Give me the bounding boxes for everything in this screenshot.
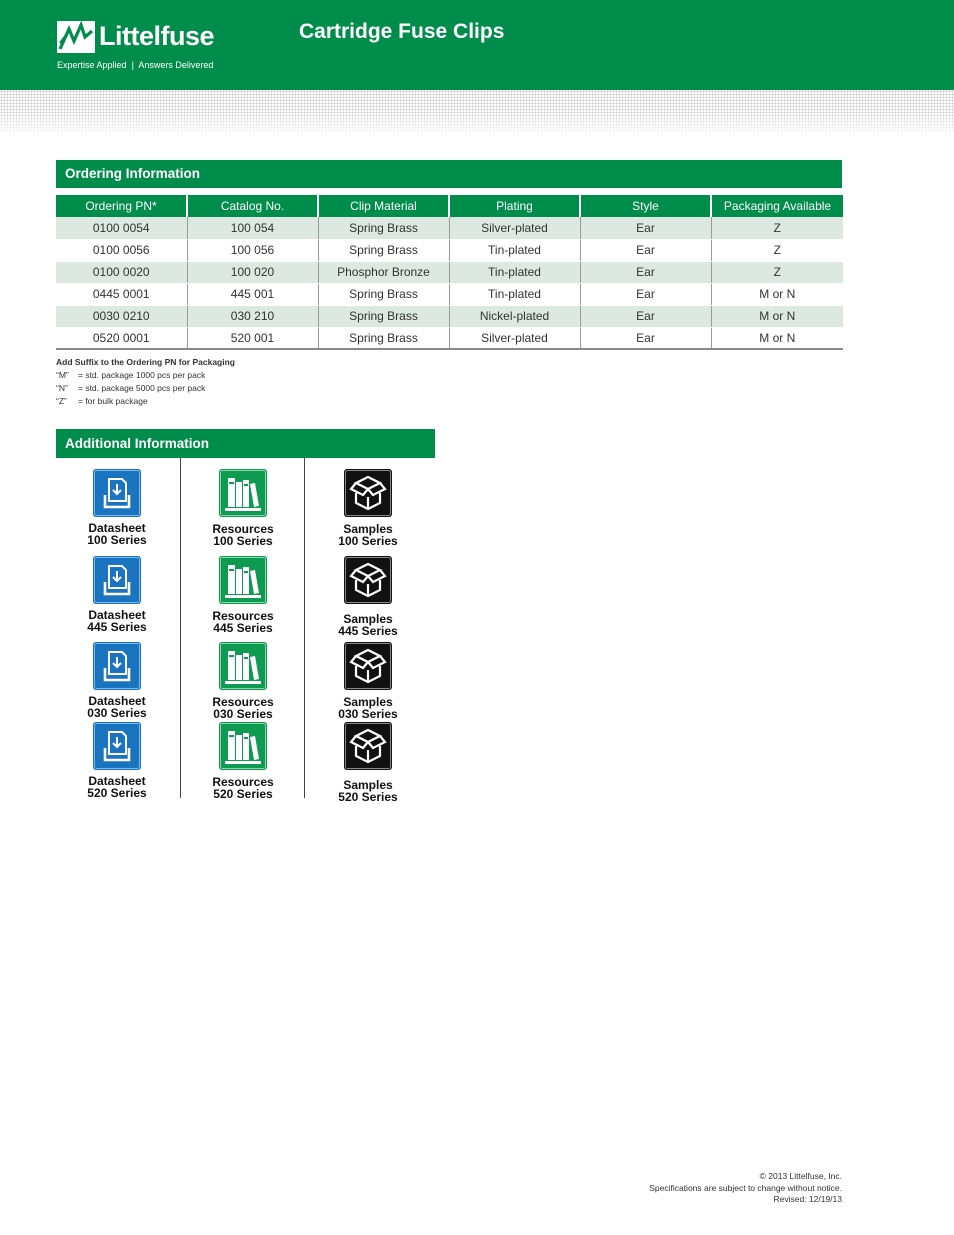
packaging-note [56, 395, 235, 408]
table-cell: Nickel-plated [449, 305, 580, 327]
table-cell: Silver-plated [449, 327, 580, 349]
table-cell: 100 054 [187, 217, 318, 239]
packaging-notes-title: Add Suffix to the Ordering PN for Packaging [56, 357, 235, 367]
samples-100-link[interactable] [313, 469, 423, 547]
resources-445-link[interactable] [188, 556, 298, 634]
table-cell: 0520 0001 [56, 327, 187, 349]
tile-label-title: Samples [343, 778, 393, 792]
table-cell: Ear [580, 217, 711, 239]
table-cell: Ear [580, 305, 711, 327]
column-divider [304, 458, 305, 798]
table-cell: Tin-plated [449, 239, 580, 261]
table-cell: Phosphor Bronze [318, 261, 449, 283]
tile-label-title: Samples [343, 695, 393, 709]
table-cell: Z [711, 261, 843, 283]
ordering-table [56, 195, 843, 350]
samples-030-link[interactable] [313, 642, 423, 720]
table-cell: Ear [580, 283, 711, 305]
datasheet-download-icon [93, 469, 141, 517]
tile-label-title: Resources [212, 522, 274, 536]
tile-label-series: 445 Series [213, 621, 273, 635]
resources-books-icon [219, 556, 267, 604]
table-cell: Tin-plated [449, 261, 580, 283]
page-title: Cartridge Fuse Clips [299, 20, 505, 43]
table-cell: 030 210 [187, 305, 318, 327]
packaging-note [56, 369, 235, 382]
note-key: “Z” [56, 396, 67, 406]
tagline-separator: | [129, 60, 139, 70]
datasheet-520-link[interactable] [62, 722, 172, 799]
littelfuse-logo[interactable] [57, 19, 227, 74]
tile-label-title: Resources [212, 695, 274, 709]
table-cell: Z [711, 239, 843, 261]
brand-tagline [57, 60, 213, 70]
resources-030-link[interactable] [188, 642, 298, 720]
tile-label-series: 100 Series [338, 534, 398, 548]
note-text: = std. package 1000 pcs per pack [78, 370, 206, 380]
table-cell: 0100 0056 [56, 239, 187, 261]
tile-label-title: Samples [343, 522, 393, 536]
tile-label-series: 520 Series [338, 790, 398, 804]
tagline-right: Answers Delivered [138, 60, 214, 70]
tile-label-series: 445 Series [338, 624, 398, 638]
tile-label-series: 030 Series [338, 707, 398, 721]
tile-label-title: Datasheet [88, 774, 146, 788]
table-cell: Ear [580, 327, 711, 349]
tile-label-series: 100 Series [87, 533, 147, 547]
samples-box-icon [344, 642, 392, 690]
footer-disclaimer: Specifications are subject to change without notice. [649, 1182, 842, 1193]
footer-revision: Revised: 12/19/13 [773, 1194, 842, 1204]
table-row [56, 327, 843, 349]
header-dot-pattern [0, 90, 954, 132]
column-header-style: Style [580, 195, 711, 217]
note-text: = for bulk package [78, 396, 148, 406]
table-cell: Spring Brass [318, 239, 449, 261]
table-cell: M or N [711, 327, 843, 349]
table-cell: 100 020 [187, 261, 318, 283]
datasheet-download-icon [93, 642, 141, 690]
column-divider [180, 458, 181, 798]
resources-520-link[interactable] [188, 722, 298, 800]
table-cell: Silver-plated [449, 217, 580, 239]
table-cell: Tin-plated [449, 283, 580, 305]
datasheet-445-link[interactable] [62, 556, 172, 633]
packaging-note [56, 382, 235, 395]
column-header-clip-material: Clip Material [318, 195, 449, 217]
table-cell: 100 056 [187, 239, 318, 261]
tile-label-series: 100 Series [213, 534, 273, 548]
table-cell: M or N [711, 305, 843, 327]
table-cell: 0100 0020 [56, 261, 187, 283]
page-header [0, 0, 954, 90]
table-cell: Spring Brass [318, 327, 449, 349]
resources-books-icon [219, 642, 267, 690]
brand-name: Littelfuse [99, 21, 215, 51]
datasheet-download-icon [93, 722, 141, 770]
table-cell: 520 001 [187, 327, 318, 349]
resources-100-link[interactable] [188, 469, 298, 547]
table-cell: Ear [580, 261, 711, 283]
tile-label-title: Datasheet [88, 694, 146, 708]
table-cell: M or N [711, 283, 843, 305]
datasheet-030-link[interactable] [62, 642, 172, 719]
table-header-row [56, 195, 843, 217]
column-header-catalog-no: Catalog No. [187, 195, 318, 217]
resources-books-icon [219, 722, 267, 770]
samples-box-icon [344, 556, 392, 604]
samples-445-link[interactable] [313, 556, 423, 637]
column-header-packaging: Packaging Available [711, 195, 843, 217]
resources-books-icon [219, 469, 267, 517]
table-row [56, 305, 843, 327]
tile-label-series: 030 Series [213, 707, 273, 721]
table-cell: Ear [580, 239, 711, 261]
samples-box-icon [344, 469, 392, 517]
additional-information-heading: Additional Information [56, 429, 435, 458]
packaging-notes [56, 356, 235, 408]
tile-label-series: 520 Series [87, 786, 147, 800]
table-cell: Spring Brass [318, 305, 449, 327]
tile-label-title: Resources [212, 775, 274, 789]
tile-label-title: Samples [343, 612, 393, 626]
table-cell: Spring Brass [318, 217, 449, 239]
page-footer [649, 1171, 842, 1206]
tile-label-title: Datasheet [88, 608, 146, 622]
tile-label-title: Resources [212, 609, 274, 623]
table-cell: 445 001 [187, 283, 318, 305]
table-cell: Z [711, 217, 843, 239]
datasheet-download-icon [93, 556, 141, 604]
tile-label-series: 520 Series [213, 787, 273, 801]
table-cell: 0445 0001 [56, 283, 187, 305]
note-text: = std. package 5000 pcs per pack [78, 383, 206, 393]
column-header-ordering-pn: Ordering PN* [56, 195, 187, 217]
ordering-information-heading: Ordering Information [56, 160, 842, 188]
table-cell: Spring Brass [318, 283, 449, 305]
datasheet-100-link[interactable] [62, 469, 172, 546]
tile-label-title: Datasheet [88, 521, 146, 535]
column-header-plating: Plating [449, 195, 580, 217]
table-row [56, 217, 843, 239]
table-row [56, 261, 843, 283]
note-key: “N” [56, 383, 68, 393]
table-cell: 0100 0054 [56, 217, 187, 239]
samples-520-link[interactable] [313, 722, 423, 803]
littelfuse-logo-icon [57, 21, 95, 53]
table-row [56, 239, 843, 261]
samples-box-icon [344, 722, 392, 770]
tagline-left: Expertise Applied [57, 60, 127, 70]
footer-copyright: © 2013 Littelfuse, Inc. [759, 1171, 842, 1181]
note-key: “M” [56, 370, 69, 380]
tile-label-series: 445 Series [87, 620, 147, 634]
table-row [56, 283, 843, 305]
table-cell: 0030 0210 [56, 305, 187, 327]
tile-label-series: 030 Series [87, 706, 147, 720]
